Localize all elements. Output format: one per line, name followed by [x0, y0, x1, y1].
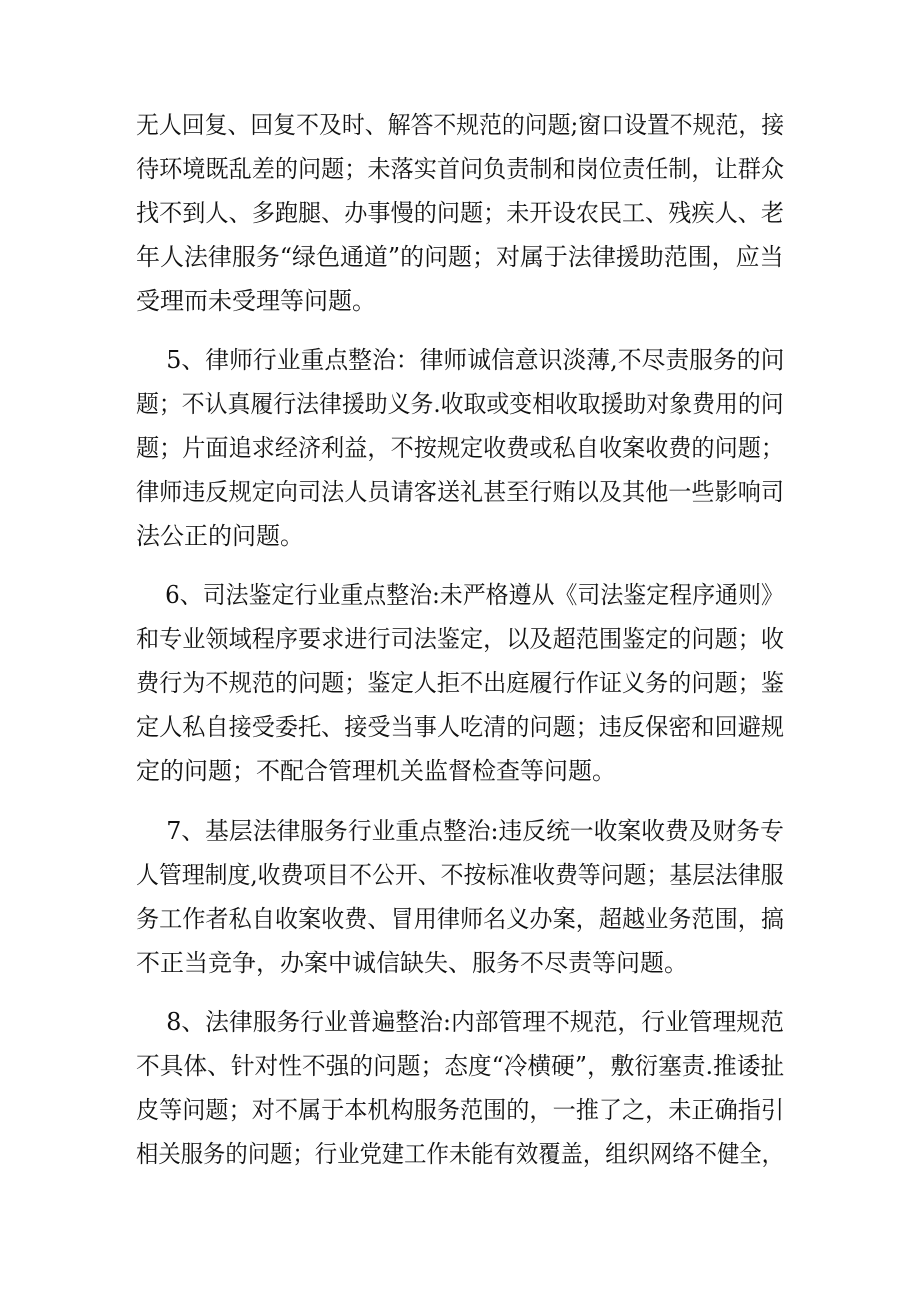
- text-line: 8、法律服务行业普遍整治:内部管理不规范，行业管理规范: [136, 1008, 784, 1036]
- text-line: 5、律师行业重点整治：律师诚信意识淡薄,不尽责服务的问: [136, 346, 785, 374]
- paragraph-lawyer-industry: [136, 338, 784, 558]
- text-line: 律师违反规定向司法人员请客送礼甚至行贿以及其他一些影响司: [136, 478, 784, 506]
- text-line: 定的问题；不配合管理机关监督检查等问题。: [136, 757, 616, 785]
- text-line: 7、基层法律服务行业重点整治:违反统一收案收费及财务专: [136, 817, 784, 845]
- text-line: 待环境既乱差的问题；未落实首问负责制和岗位责任制，让群众: [136, 155, 784, 183]
- text-line: 相关服务的问题；行业党建工作未能有效覆盖，组织网络不健全，: [136, 1140, 784, 1168]
- text-line: 6、司法鉴定行业重点整治:未严格遵从《司法鉴定程序通则》: [136, 581, 784, 609]
- text-line: 皮等问题；对不属于本机构服务范围的，一推了之，未正确指引: [136, 1096, 784, 1124]
- text-line: 题；不认真履行法律援助义务.收取或变相收取援助对象费用的问: [136, 390, 784, 418]
- paragraph-window-service: [136, 103, 784, 323]
- text-line: 和专业领域程序要求进行司法鉴定，以及超范围鉴定的问题；收: [136, 625, 784, 653]
- paragraph-grassroots-legal-service: [136, 809, 784, 985]
- text-line: 受理而未受理等问题。: [136, 287, 376, 315]
- paragraph-general-rectification: [136, 1000, 784, 1176]
- text-line: 年人法律服务“绿色通道”的问题；对属于法律援助范围，应当: [136, 243, 784, 271]
- text-line: 费行为不规范的问题；鉴定人拒不出庭履行作证义务的问题；鉴: [136, 669, 784, 697]
- paragraph-judicial-appraisal: [136, 573, 784, 793]
- text-line: 找不到人、多跑腿、办事慢的问题；未开设农民工、残疾人、老: [136, 199, 784, 227]
- text-line: 不正当竞争，办案中诚信缺失、服务不尽责等问题。: [136, 949, 688, 977]
- text-line: 人管理制度,收费项目不公开、不按标准收费等问题；基层法律服: [136, 861, 784, 889]
- text-line: 务工作者私自收案收费、冒用律师名义办案，超越业务范围，搞: [136, 905, 784, 933]
- text-line: 不具体、针对性不强的问题；态度“冷横硬”，敷衍塞责.推诿扯: [136, 1052, 785, 1080]
- text-line: 定人私自接受委托、接受当事人吃清的问题；违反保密和回避规: [136, 713, 784, 741]
- text-line: 题；片面追求经济利益，不按规定收费或私自收案收费的问题；: [136, 434, 784, 462]
- text-line: 法公正的问题。: [136, 522, 304, 550]
- text-line: 无人回复、回复不及时、解答不规范的问题;窗口设置不规范，接: [136, 111, 785, 139]
